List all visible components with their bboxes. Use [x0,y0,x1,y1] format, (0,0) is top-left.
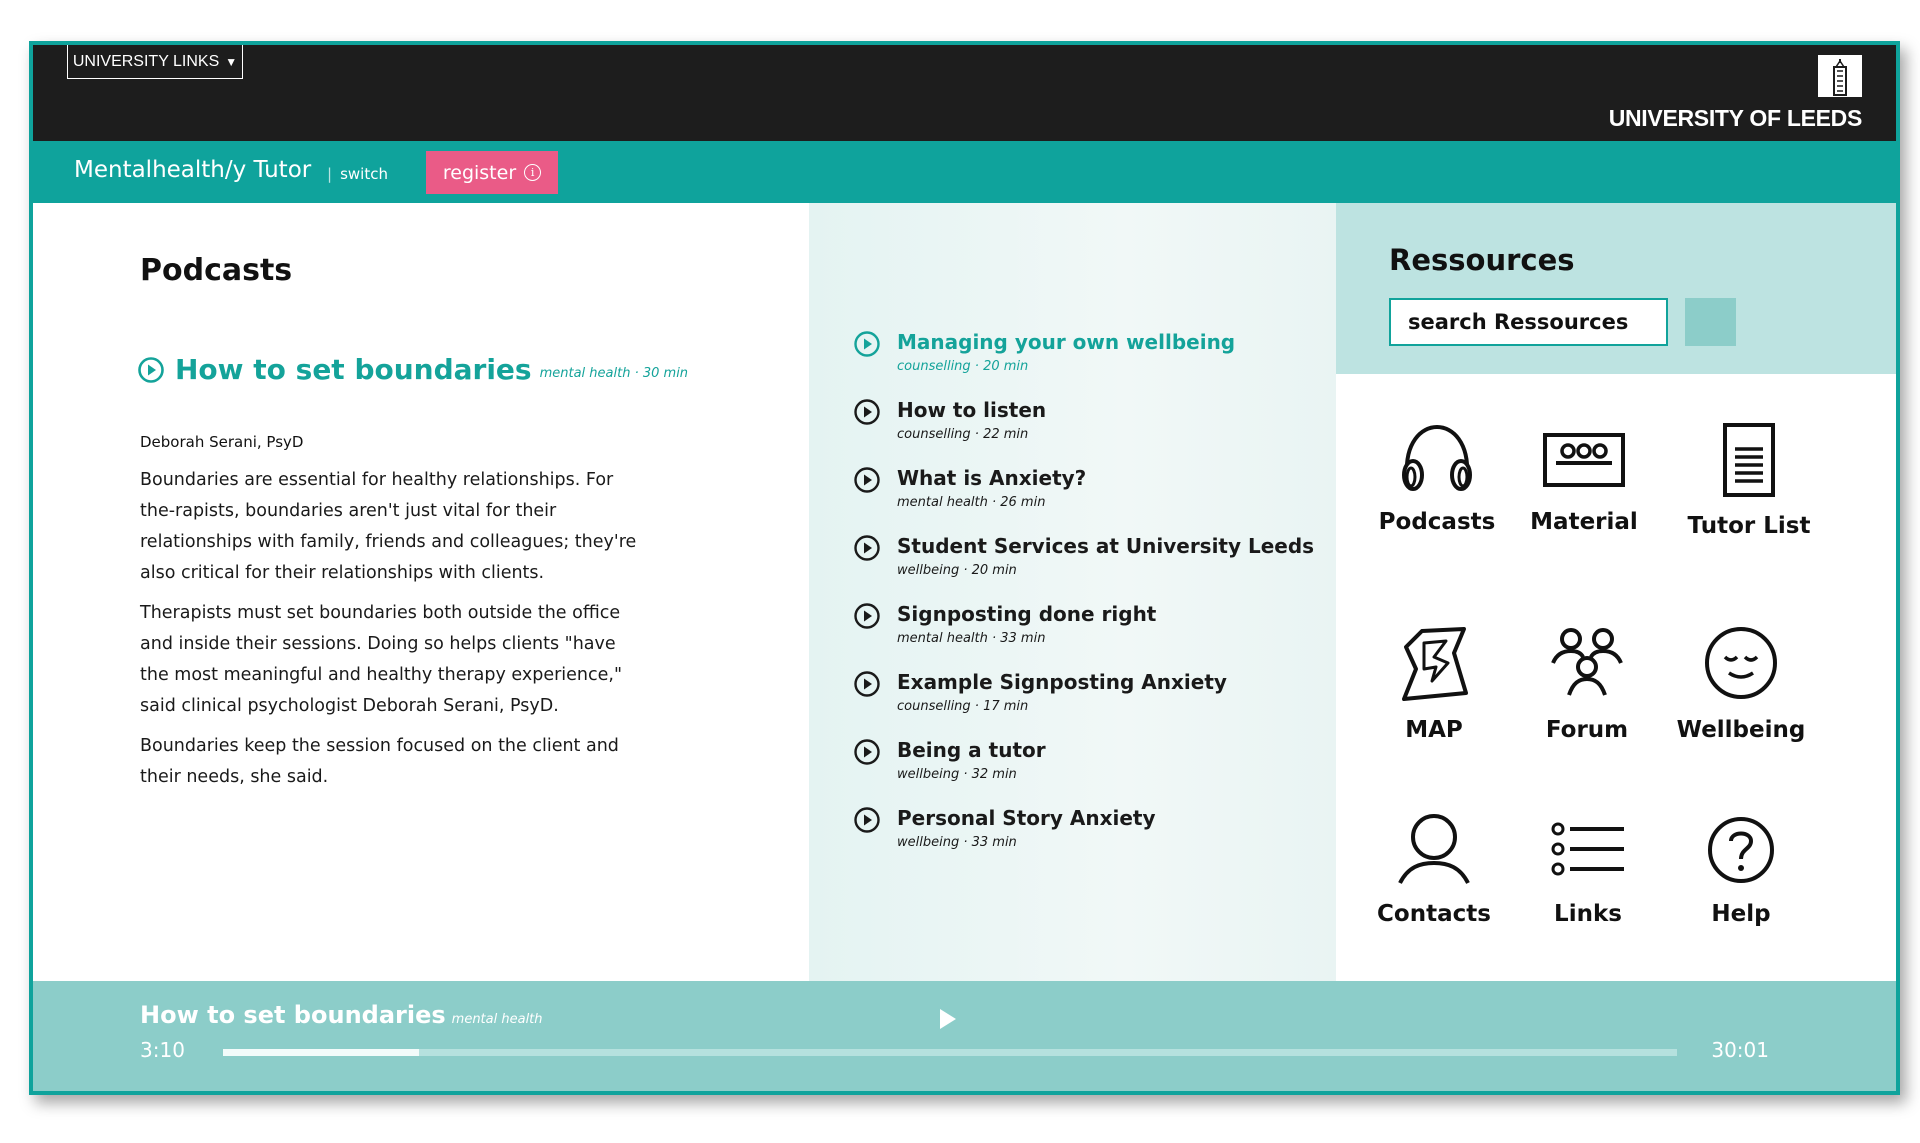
podcast-list-item-personal-story[interactable] [854,806,1156,850]
tile-label: Forum [1545,717,1629,743]
podcast-title: Student Services at University Leeds [897,534,1315,558]
play-circle-icon[interactable] [854,467,880,493]
podcast-meta: counselling · 22 min [897,427,1029,442]
info-icon: i [524,164,541,181]
switch-label: switch [340,165,388,183]
podcast-list-item-managing-wellbeing[interactable] [854,330,1235,374]
tile-material[interactable] [1504,423,1664,535]
list-icon [1548,813,1628,887]
player-progress-fill [223,1049,419,1056]
caret-down-icon: ▼ [225,54,238,69]
search-button[interactable] [1685,298,1736,346]
resources-title: Ressources [1389,243,1575,277]
university-logo[interactable] [1609,55,1862,132]
app-title[interactable]: Mentalhealth/y Tutor [74,157,312,183]
tile-label: MAP [1405,717,1463,743]
featured-podcast-header[interactable] [138,353,688,386]
top-bar [33,45,1896,141]
podcast-list-item-example-signposting[interactable] [854,670,1227,714]
podcast-list [809,203,1336,981]
featured-podcast-meta: mental health · 30 min [539,366,689,381]
tile-map[interactable] [1354,623,1514,743]
podcast-list-item-student-services[interactable] [854,534,1314,578]
audio-player [33,981,1896,1095]
tile-links[interactable] [1508,813,1668,927]
question-icon [1701,813,1781,887]
podcast-author: Deborah Serani, PsyD [140,433,304,451]
people-icon [1547,623,1627,703]
tile-label: Podcasts [1378,509,1496,535]
podcast-meta: mental health · 33 min [897,631,1046,646]
player-current-time: 3:10 [140,1038,185,1062]
switch-link[interactable] [327,165,388,183]
tile-label: Material [1530,509,1638,535]
podcast-meta: wellbeing · 20 min [897,563,1017,578]
headphones-icon [1397,423,1477,495]
player-total-time: 30:01 [1711,1038,1769,1062]
podcast-title: What is Anxiety? [897,466,1087,490]
tile-forum[interactable] [1507,623,1667,743]
resources-panel [1336,203,1900,981]
tile-help[interactable] [1661,813,1821,927]
play-circle-icon[interactable] [854,807,880,833]
register-button[interactable] [426,151,558,194]
tile-contacts[interactable] [1354,813,1514,927]
play-circle-icon[interactable] [138,357,164,383]
play-circle-icon[interactable] [854,739,880,765]
description-paragraph: Boundaries keep the session focused on the client and their needs, she said. [140,736,619,787]
podcast-meta: wellbeing · 32 min [897,767,1017,782]
tile-label: Contacts [1377,901,1491,927]
description-paragraph: Boundaries are essential for healthy relationships. For the-rapists, boundaries aren't just vital for their relationships with family, friends and colleagues; they're also critical for their relationships with clients. [140,470,637,583]
tile-label: Tutor List [1687,513,1811,539]
university-name: UNIVERSITY OF LEEDS [1608,105,1862,131]
podcast-meta: counselling · 20 min [897,359,1029,374]
tile-podcasts[interactable] [1357,423,1517,535]
podcast-title: Personal Story Anxiety [897,806,1156,830]
page-title: Podcasts [140,253,293,288]
player-progress-bar[interactable] [223,1049,1677,1056]
tile-label: Wellbeing [1676,717,1806,743]
separator: | [327,165,333,183]
tile-wellbeing[interactable] [1661,623,1821,743]
play-circle-icon[interactable] [854,671,880,697]
podcast-meta: counselling · 17 min [897,699,1029,714]
podcast-title: How to listen [897,398,1047,422]
play-circle-icon[interactable] [854,535,880,561]
resources-search-input[interactable] [1389,298,1668,346]
tile-tutor-list[interactable] [1669,423,1829,539]
university-tower-icon [1818,55,1862,97]
document-list-icon [1719,423,1779,499]
featured-podcast-title: How to set boundaries [175,353,532,386]
person-icon [1394,813,1474,887]
university-links-dropdown[interactable] [67,45,243,79]
play-circle-icon[interactable] [854,603,880,629]
podcast-title: Being a tutor [897,738,1046,762]
player-title: How to set boundaries [140,1001,446,1029]
university-links-label: UNIVERSITY LINKS [72,52,220,70]
smiley-face-icon [1701,623,1781,703]
podcast-meta: wellbeing · 33 min [897,835,1017,850]
play-icon[interactable] [938,1007,958,1031]
app-header [33,141,1896,203]
podcast-list-item-signposting-done-right[interactable] [854,602,1156,646]
resources-header [1336,203,1900,374]
map-icon [1394,623,1474,703]
podcast-meta: mental health · 26 min [897,495,1046,510]
podcast-title: Example Signposting Anxiety [897,670,1227,694]
play-circle-icon[interactable] [854,399,880,425]
player-meta: mental health [451,1012,543,1027]
podcast-list-item-what-is-anxiety[interactable] [854,466,1086,510]
play-circle-icon[interactable] [854,331,880,357]
podcast-description [140,465,640,802]
podcast-detail-panel [33,203,809,981]
description-paragraph: Therapists must set boundaries both outside the office and inside their sessions. Doing so helps clients "have the most meaningful and healthy therapy experience," said clinical psychologist Deborah Serani, PsyD. [140,603,623,716]
podcast-title: Signposting done right [897,602,1157,626]
tile-label: Help [1711,901,1771,927]
tile-label: Links [1554,901,1622,927]
player-track-title [140,1001,543,1029]
register-label: register [442,161,517,184]
podcast-list-item-being-a-tutor[interactable] [854,738,1046,782]
podcast-list-item-how-to-listen[interactable] [854,398,1046,442]
podcast-title: Managing your own wellbeing [897,330,1236,354]
app-window [29,41,1900,1095]
material-icon [1542,423,1626,495]
